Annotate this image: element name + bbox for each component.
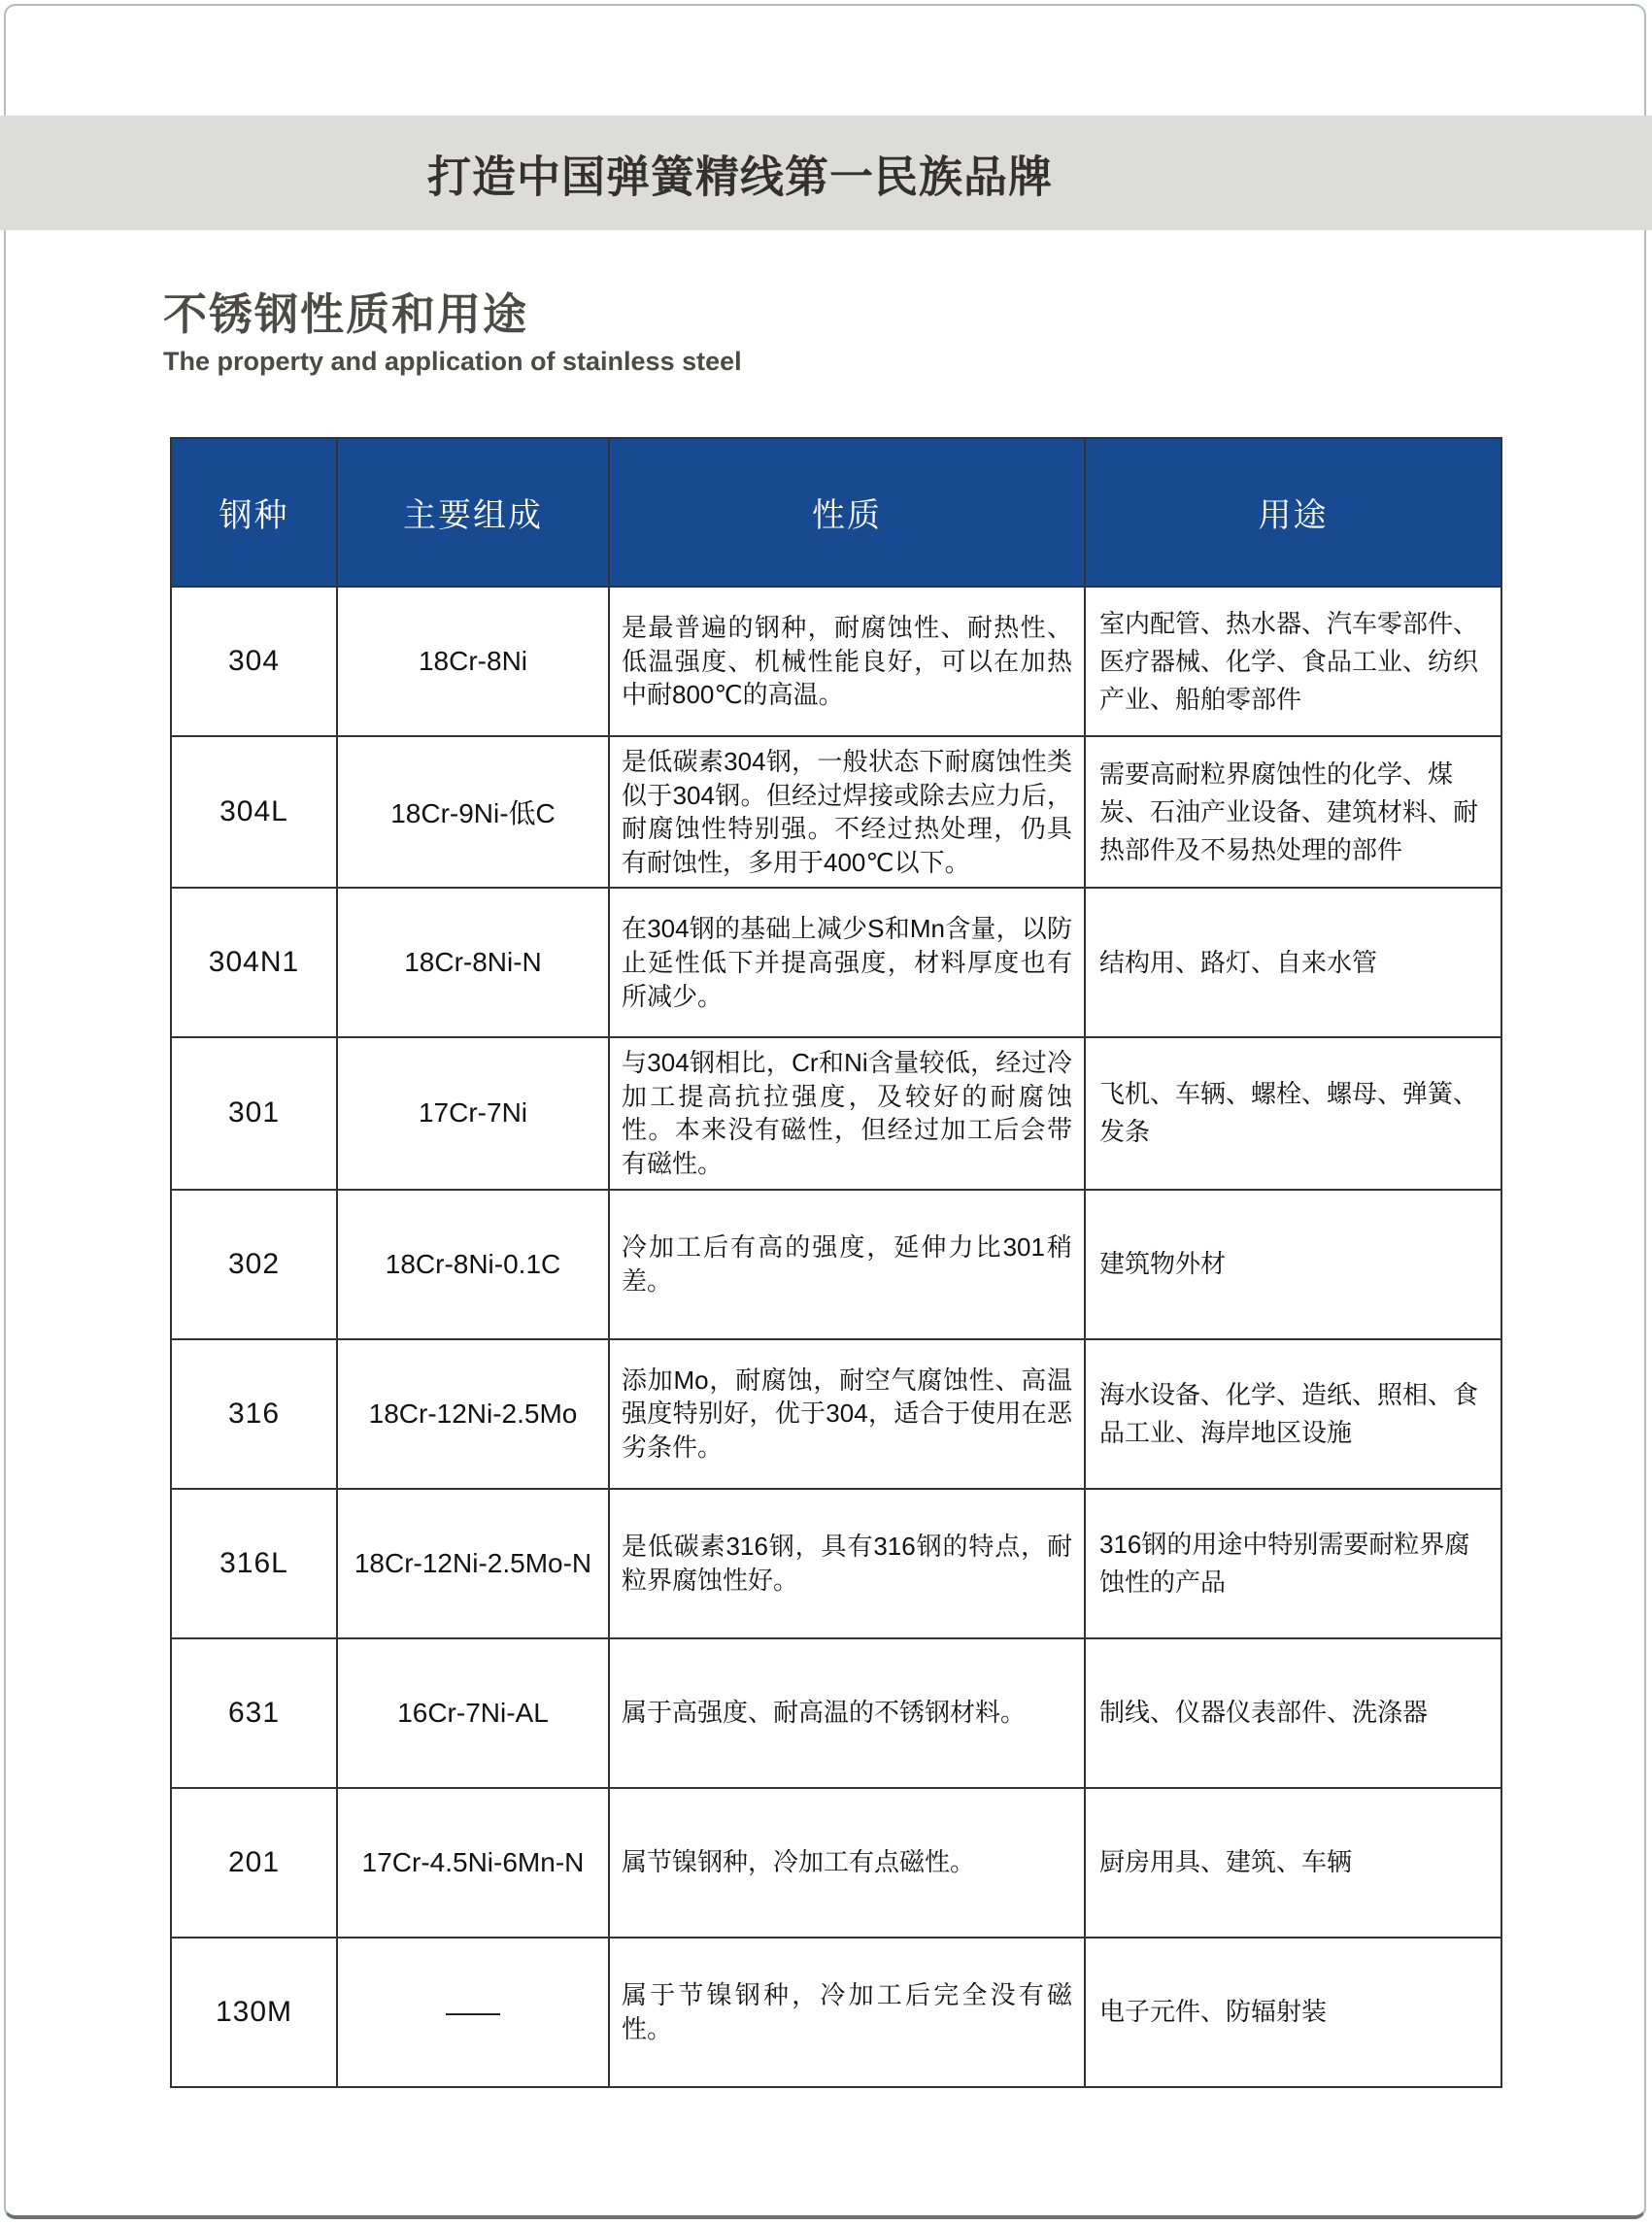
section-title-zh: 不锈钢性质和用途 bbox=[163, 289, 529, 339]
composition-cell: 18Cr-12Ni-2.5Mo bbox=[337, 1339, 609, 1489]
steel-table bbox=[170, 437, 1502, 2088]
application-cell: 需要高耐粒界腐蚀性的化学、煤炭、石油产业设备、建筑材料、耐热部件及不易热处理的部件 bbox=[1085, 736, 1501, 888]
table-body bbox=[171, 587, 1501, 2087]
table-row bbox=[171, 1037, 1501, 1189]
property-cell: 是低碳素316钢，具有316钢的特点，耐粒界腐蚀性好。 bbox=[609, 1489, 1085, 1638]
table-row bbox=[171, 1788, 1501, 1938]
table-header-row bbox=[171, 438, 1501, 587]
header-banner bbox=[0, 116, 1652, 230]
col-header-composition: 主要组成 bbox=[337, 438, 609, 587]
application-cell: 建筑物外材 bbox=[1085, 1190, 1501, 1339]
table-row bbox=[171, 888, 1501, 1037]
property-cell: 是低碳素304钢，一般状态下耐腐蚀性类似于304钢。但经过焊接或除去应力后，耐腐蚀性特别强。不经过热处理，仍具有耐蚀性，多用于400℃以下。 bbox=[609, 736, 1085, 888]
col-header-grade: 钢种 bbox=[171, 438, 337, 587]
application-cell: 厨房用具、建筑、车辆 bbox=[1085, 1788, 1501, 1938]
section-title-en: The property and application of stainless steel bbox=[163, 346, 742, 376]
application-cell: 室内配管、热水器、汽车零部件、医疗器械、化学、食品工业、纺织产业、船舶零部件 bbox=[1085, 587, 1501, 736]
table-row bbox=[171, 1190, 1501, 1339]
application-cell: 电子元件、防辐射装 bbox=[1085, 1938, 1501, 2087]
grade-cell: 304 bbox=[171, 587, 337, 736]
property-cell: 属于节镍钢种，冷加工后完全没有磁性。 bbox=[609, 1938, 1085, 2087]
composition-cell: 18Cr-8Ni-0.1C bbox=[337, 1190, 609, 1339]
grade-cell: 304L bbox=[171, 736, 337, 888]
grade-cell: 316L bbox=[171, 1489, 337, 1638]
table-row bbox=[171, 1339, 1501, 1489]
composition-cell: 18Cr-9Ni-低C bbox=[337, 736, 609, 888]
col-header-property: 性质 bbox=[609, 438, 1085, 587]
grade-cell: 316 bbox=[171, 1339, 337, 1489]
composition-cell: 18Cr-8Ni bbox=[337, 587, 609, 736]
grade-cell: 301 bbox=[171, 1037, 337, 1189]
table-row bbox=[171, 1938, 1501, 2087]
table-row bbox=[171, 587, 1501, 736]
property-cell: 在304钢的基础上减少S和Mn含量，以防止延性低下并提高强度，材料厚度也有所减少。 bbox=[609, 888, 1085, 1037]
property-cell: 添加Mo，耐腐蚀，耐空气腐蚀性、高温强度特别好，优于304，适合于使用在恶劣条件。 bbox=[609, 1339, 1085, 1489]
composition-cell: 17Cr-7Ni bbox=[337, 1037, 609, 1189]
application-cell: 316钢的用途中特别需要耐粒界腐蚀性的产品 bbox=[1085, 1489, 1501, 1638]
composition-cell: 16Cr-7Ni-AL bbox=[337, 1638, 609, 1788]
grade-cell: 304N1 bbox=[171, 888, 337, 1037]
composition-cell: —— bbox=[337, 1938, 609, 2087]
property-cell: 是最普遍的钢种，耐腐蚀性、耐热性、低温强度、机械性能良好，可以在加热中耐800℃的高温。 bbox=[609, 587, 1085, 736]
property-cell: 与304钢相比，Cr和Ni含量较低，经过冷加工提高抗拉强度，及较好的耐腐蚀性。本来没有磁性，但经过加工后会带有磁性。 bbox=[609, 1037, 1085, 1189]
property-cell: 属节镍钢种，冷加工有点磁性。 bbox=[609, 1788, 1085, 1938]
composition-cell: 18Cr-8Ni-N bbox=[337, 888, 609, 1037]
grade-cell: 631 bbox=[171, 1638, 337, 1788]
table-row bbox=[171, 1489, 1501, 1638]
table-row bbox=[171, 736, 1501, 888]
application-cell: 制线、仪器仪表部件、洗涤器 bbox=[1085, 1638, 1501, 1788]
table-row bbox=[171, 1638, 1501, 1788]
composition-cell: 17Cr-4.5Ni-6Mn-N bbox=[337, 1788, 609, 1938]
composition-cell: 18Cr-12Ni-2.5Mo-N bbox=[337, 1489, 609, 1638]
grade-cell: 130M bbox=[171, 1938, 337, 2087]
section-title-block bbox=[163, 289, 742, 376]
grade-cell: 201 bbox=[171, 1788, 337, 1938]
property-cell: 冷加工后有高的强度，延伸力比301稍差。 bbox=[609, 1190, 1085, 1339]
application-cell: 飞机、车辆、螺栓、螺母、弹簧、发条 bbox=[1085, 1037, 1501, 1189]
property-cell: 属于高强度、耐高温的不锈钢材料。 bbox=[609, 1638, 1085, 1788]
application-cell: 结构用、路灯、自来水管 bbox=[1085, 888, 1501, 1037]
banner-slogan: 打造中国弹簧精线第一民族品牌 bbox=[426, 152, 1053, 202]
application-cell: 海水设备、化学、造纸、照相、食品工业、海岸地区设施 bbox=[1085, 1339, 1501, 1489]
col-header-application: 用途 bbox=[1085, 438, 1501, 587]
grade-cell: 302 bbox=[171, 1190, 337, 1339]
